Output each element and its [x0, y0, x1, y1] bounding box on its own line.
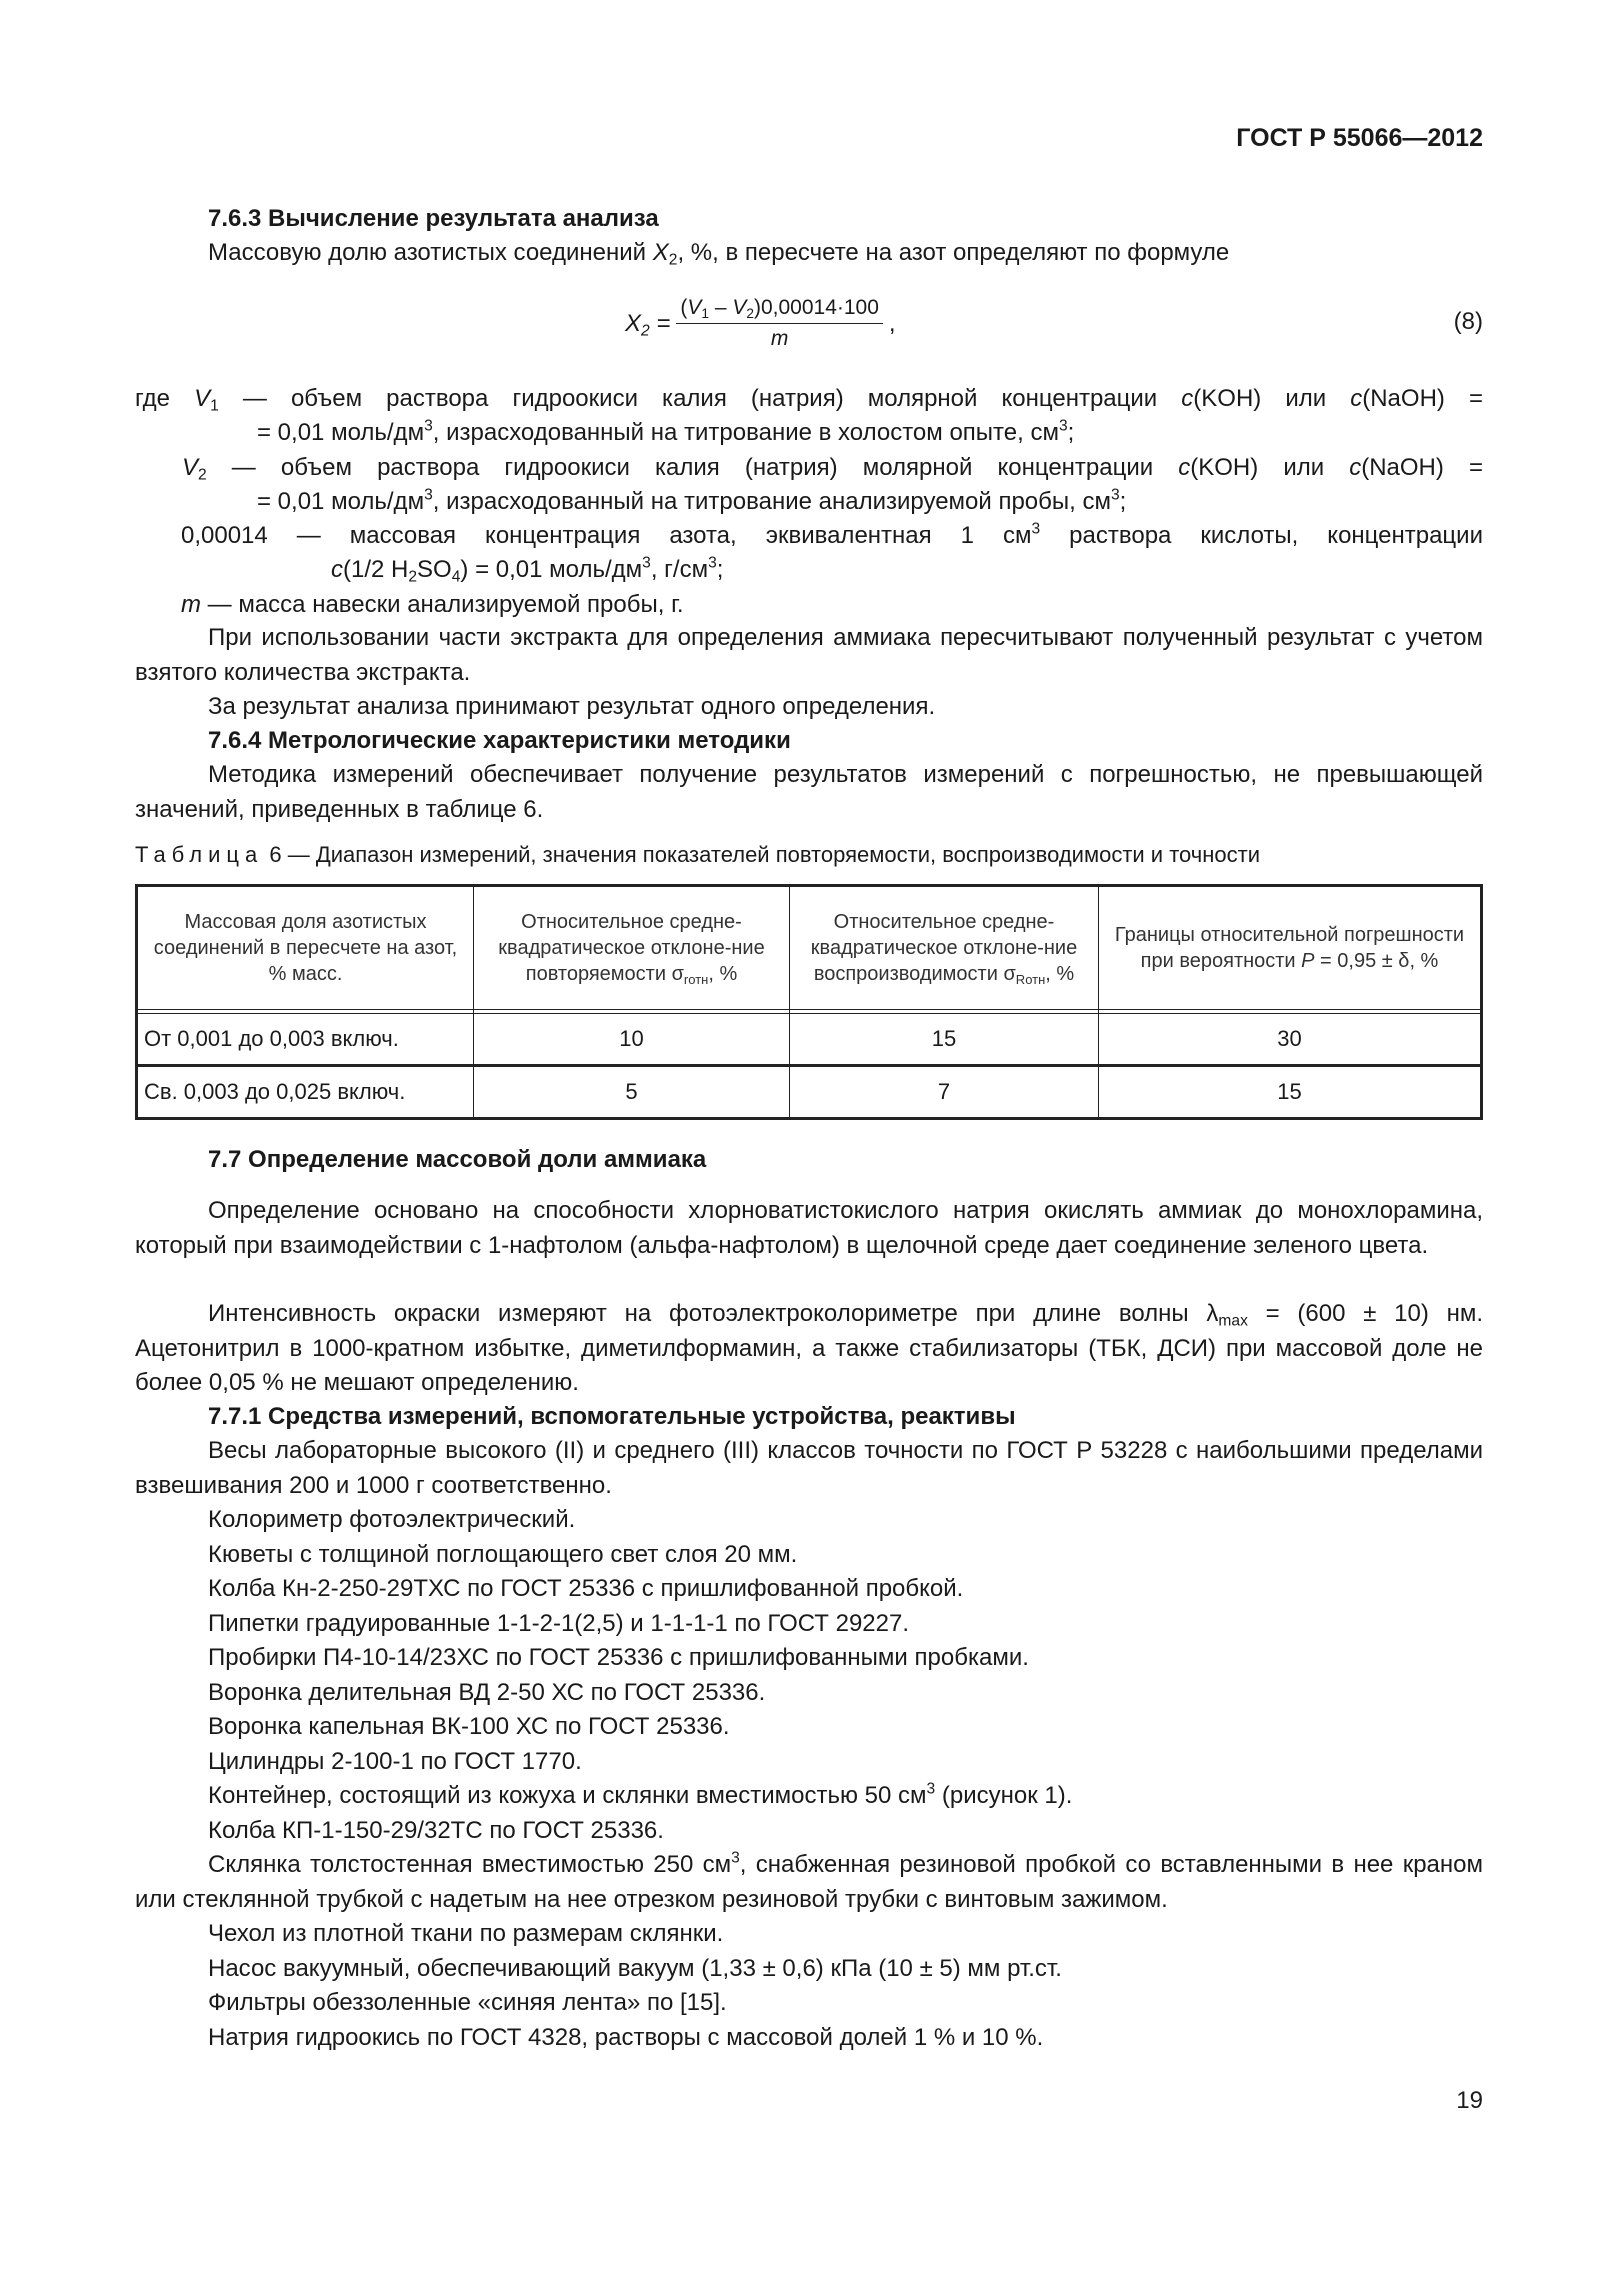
text-segment: ; — [1119, 488, 1127, 515]
text-segment: σ — [671, 963, 684, 985]
subscript: 2 — [641, 322, 650, 340]
text-segment: m — [770, 327, 789, 350]
paragraph — [135, 690, 1483, 725]
column-header — [137, 886, 474, 1010]
definition-line — [135, 553, 1614, 588]
equation-number: (8) — [1453, 308, 1483, 335]
subscript: R — [1015, 971, 1026, 987]
column-header — [1099, 886, 1482, 1010]
text-segment: За результат анализа принимают результат одного определения. — [208, 693, 936, 720]
text-segment: , % — [1045, 963, 1075, 985]
text-segment: Пипетки градуированные 1-1-2-1(2,5) и 1-1-1-1 по ГОСТ 29227. — [208, 1609, 910, 1637]
text-segment: Границы относительной погрешности при вероятности — [1114, 924, 1465, 972]
text-segment: Колба Кн-2-250-29ТХС по ГОСТ 25336 с пришлифованной пробкой. — [208, 1575, 964, 1602]
subscript: 1 — [701, 306, 709, 322]
superscript: 3 — [424, 486, 433, 504]
text-segment: V — [732, 296, 747, 319]
equipment-list — [135, 1434, 1483, 2055]
text-segment: Массовая доля азотистых соединений в пересчете на азот, % масс. — [153, 911, 458, 985]
section-heading-7-6-4: 7.6.4 Метрологические характеристики методики — [208, 727, 791, 754]
list-item — [135, 2021, 1483, 2056]
text-segment: Колба КП-1-150-29/32ТС по ГОСТ 25336. — [208, 1816, 664, 1844]
table-cell: 5 — [474, 1066, 790, 1119]
text-segment: — объем раствора гидроокиси калия (натрия) молярной концентрации — [206, 454, 1179, 481]
text-segment: ; — [1067, 419, 1075, 446]
subscript: 4 — [451, 568, 461, 586]
text-segment: (1/2 H — [343, 556, 409, 583]
text-segment: Интенсивность окраски измеряют на фотоэлектроколориметре при длине волны λ — [208, 1300, 1219, 1327]
text-segment: X — [625, 309, 642, 337]
superscript: 3 — [424, 417, 433, 435]
table-cell: 10 — [474, 1014, 790, 1066]
section-heading-7-7-1: 7.7.1 Средства измерений, вспомогательные устройства, реактивы — [208, 1403, 1016, 1430]
text-segment: σ — [1003, 963, 1016, 985]
table-caption: Таблица 6 — Диапазон измерений, значения показателей повторяемости, воспроизводимости и точности — [135, 842, 1260, 867]
text-segment: 0,00014 — массовая концентрация азота, эквивалентная 1 см — [181, 522, 1032, 549]
text-segment: = 0,01 моль/дм — [257, 488, 425, 515]
list-item — [135, 1745, 1483, 1780]
text-segment: , снабженная резиновой пробкой со вставленными в нее краном или стеклянной трубкой с надетым на нее отрезком резиновой трубки с винтовым зажимом. — [135, 1851, 1483, 1913]
text-segment: раствора кислоты, концентрации — [1040, 522, 1483, 549]
list-item — [135, 1986, 1483, 2021]
text-segment: где — [135, 385, 195, 412]
text-segment: )0,00014·100 — [753, 296, 879, 319]
text-segment: c — [1349, 454, 1362, 481]
table-cell: Св. 0,003 до 0,025 включ. — [137, 1066, 474, 1119]
text-segment: Относительное средне-квадратическое отклоне-ние повторяемости — [498, 911, 765, 985]
paragraph — [135, 236, 1483, 271]
table-6 — [135, 884, 1483, 1120]
subscript: max — [1218, 1312, 1248, 1330]
superscript: 3 — [708, 554, 717, 572]
list-item — [135, 1434, 1483, 1503]
formula-numerator — [676, 296, 883, 324]
text-segment: ) = 0,01 моль/дм — [460, 556, 643, 583]
text-segment: c — [1181, 385, 1194, 412]
text-segment: c — [331, 556, 343, 583]
list-item — [135, 1641, 1483, 1676]
paragraph — [135, 758, 1483, 827]
text-segment: (NaOH) = — [1362, 385, 1483, 412]
section-heading-7-7: 7.7 Определение массовой доли аммиака — [208, 1146, 707, 1173]
text-segment: Пробирки П4-10-14/23ХС по ГОСТ 25336 с пришлифованными пробками. — [208, 1644, 1029, 1671]
text-segment: Массовую долю азотистых соединений — [208, 239, 653, 266]
text-segment: Колориметр фотоэлектрический. — [208, 1506, 576, 1533]
text-segment: Фильтры обеззоленные «синяя лента» по [15]. — [208, 1989, 727, 2016]
table-row — [137, 1014, 1482, 1066]
superscript: 3 — [1058, 417, 1068, 435]
text-segment: (KOH) или — [1193, 385, 1351, 412]
text-segment: X — [652, 239, 669, 266]
superscript: 3 — [642, 554, 651, 572]
text-segment: – — [709, 296, 733, 319]
text-segment: Относительное средне-квадратическое отклоне-ние воспроизводимости — [810, 911, 1078, 985]
superscript: 3 — [926, 1780, 936, 1798]
subscript: 2 — [198, 466, 207, 484]
list-item — [135, 1503, 1483, 1538]
list-item — [135, 1710, 1483, 1745]
text-segment: V — [194, 385, 211, 412]
formula-fraction — [676, 296, 883, 351]
text-segment: (NaOH) = — [1361, 454, 1483, 481]
paragraph — [135, 621, 1483, 690]
text-segment: , %, в пересчете на азот определяют по формуле — [677, 239, 1230, 266]
text-segment: , % — [708, 963, 738, 985]
formula — [625, 296, 896, 351]
list-item — [135, 1779, 1483, 1814]
text-segment: (рисунок 1). — [935, 1782, 1073, 1809]
text-segment: V — [182, 454, 199, 481]
formula-denominator — [771, 324, 789, 351]
formula-tail: , — [888, 309, 896, 337]
text-segment: m — [181, 591, 201, 618]
section-heading-7-6-3: 7.6.3 Вычисление результата анализа — [208, 205, 659, 232]
text-segment: V — [687, 296, 702, 319]
document-header: ГОСТ Р 55066—2012 — [1236, 124, 1483, 152]
table-cell: 15 — [1099, 1066, 1482, 1119]
table-cell: 7 — [790, 1066, 1099, 1119]
column-header — [790, 886, 1099, 1010]
subscript: 2 — [746, 306, 754, 322]
text-segment: Определение основано на способности хлорноватистокислого натрия окислять аммиак до монохлорамина, который при взаимодействии с 1-нафтолом (альфа-нафтолом) в щелочной среде дает соединение зеленого цвета. — [135, 1197, 1483, 1259]
page-number: 19 — [1456, 2087, 1483, 2114]
table-cell: 30 — [1099, 1014, 1482, 1066]
subscript: отн — [1025, 971, 1046, 987]
list-item — [135, 1848, 1483, 1917]
text-segment: При использовании части экстракта для определения аммиака пересчитывают полученный результат с учетом взятого количества экстракта. — [135, 624, 1483, 686]
text-segment: P — [1301, 950, 1315, 972]
subscript: 2 — [668, 251, 678, 269]
superscript: 3 — [1031, 520, 1041, 538]
list-item — [135, 1607, 1483, 1642]
text-segment: = 0,01 моль/дм — [257, 419, 425, 446]
list-item — [135, 1952, 1483, 1987]
definition-line — [135, 382, 1483, 417]
text-segment: Натрия гидроокись по ГОСТ 4328, растворы с массовой долей 1 % и 10 %. — [208, 2023, 1044, 2051]
text-segment: Склянка толстостенная вместимостью 250 см — [208, 1851, 732, 1878]
subscript: 2 — [408, 568, 418, 586]
text-segment: — масса навески анализируемой пробы, г. — [201, 591, 684, 618]
formula-lhs — [625, 310, 670, 338]
text-segment: ( — [680, 296, 688, 319]
list-item — [135, 1676, 1483, 1711]
text-segment: — объем раствора гидроокиси калия (натрия) молярной концентрации — [218, 385, 1182, 412]
text-segment: = — [649, 309, 671, 337]
text-segment: c — [1350, 385, 1363, 412]
text-segment: Весы лабораторные высокого (II) и среднего (III) классов точности по ГОСТ Р 53228 с наибольшими пределами взвешивания 200 и 1000 г соответственно. — [135, 1437, 1483, 1499]
superscript: 3 — [1110, 486, 1120, 504]
subscript: отн — [688, 971, 709, 987]
paragraph — [135, 1297, 1483, 1401]
text-segment: Кюветы с толщиной поглощающего свет слоя 20 мм. — [208, 1540, 798, 1568]
text-segment: , израсходованный на титрование анализируемой пробы, см — [432, 488, 1111, 515]
list-item — [135, 1917, 1483, 1952]
subscript: r — [683, 971, 689, 987]
table-cell: От 0,001 до 0,003 включ. — [137, 1014, 474, 1066]
definition-line — [135, 451, 1483, 486]
text-segment: = (600 ± 10) нм. Ацетонитрил в 1000-кратном избытке, диметилформамин, а также стабилизаторы (ТБК, ДСИ) при массовой доле не более 0,05 % не мешают определению. — [135, 1300, 1484, 1396]
text-segment: Насос вакуумный, обеспечивающий вакуум (1,33 ± 0,6) кПа (10 ± 5) мм рт.ст. — [208, 1954, 1062, 1982]
definition-line — [135, 519, 1483, 554]
definition-line — [135, 416, 1605, 451]
paragraph — [135, 1194, 1483, 1263]
text-segment: c — [1178, 454, 1191, 481]
definition-line — [135, 588, 1529, 623]
text-segment: (KOH) или — [1190, 454, 1350, 481]
text-segment: = 0,95 ± δ, % — [1314, 950, 1439, 972]
text-segment: Чехол из плотной ткани по размерам склянки. — [208, 1920, 724, 1947]
table-row — [137, 1066, 1482, 1119]
definition-line — [135, 485, 1605, 520]
text-segment: Воронка капельная ВК-100 ХС по ГОСТ 25336. — [208, 1713, 730, 1740]
text-segment: Методика измерений обеспечивает получение результатов измерений с погрешностью, не превышающей значений, приведенных в таблице 6. — [135, 761, 1483, 823]
column-header — [474, 886, 790, 1010]
list-item — [135, 1572, 1483, 1607]
list-item — [135, 1538, 1483, 1573]
text-segment: Контейнер, состоящий из кожуха и склянки вместимостью 50 см — [208, 1782, 927, 1809]
text-segment: ; — [716, 556, 724, 583]
text-segment: , г/см — [650, 556, 709, 583]
subscript: 1 — [210, 397, 219, 415]
text-segment: SO — [417, 556, 452, 583]
superscript: 3 — [731, 1849, 740, 1867]
table-header-row — [137, 886, 1482, 1010]
list-item — [135, 1814, 1483, 1849]
table-cell: 15 — [790, 1014, 1099, 1066]
text-segment: Цилиндры 2-100-1 по ГОСТ 1770. — [208, 1747, 582, 1775]
text-segment: , израсходованный на титрование в холостом опыте, см — [432, 419, 1059, 446]
text-segment: Воронка делительная ВД 2-50 ХС по ГОСТ 25336. — [208, 1678, 766, 1706]
